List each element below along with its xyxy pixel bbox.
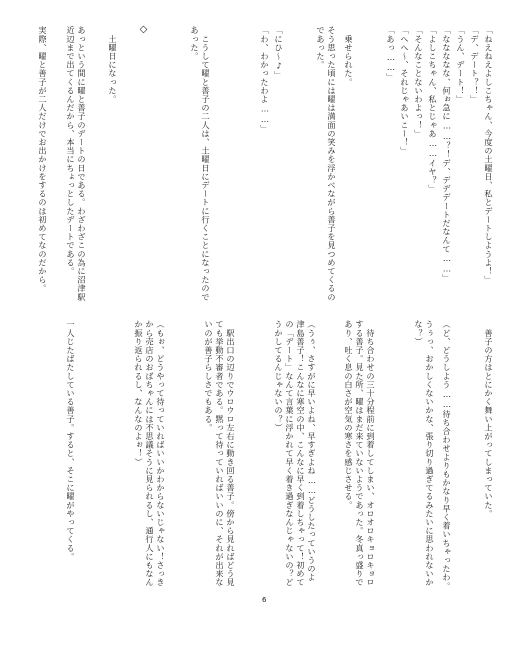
text-column: 「よしこちゃん、私とじゃあ……イヤ？」 [428, 26, 438, 193]
text-column: （もぉ、どうやって待っていればいいかわからないじゃない！さっきから売店のおばちゃんには不思議そうに見られるし、通行人にもなんか振り返られるし、なんなのよぉ！） [134, 320, 166, 587]
text-column: 「にひ〜♪」 [274, 26, 284, 80]
text-column: こうして曜と善子の二人は、土曜日にデートに行くことになったのであった。 [190, 26, 211, 302]
text-column: 乗せられた。 [344, 26, 354, 87]
section-divider-ornament: ◇ [138, 24, 149, 35]
text-column: 「ななななな、何ぉ急に……？！デ、デデデートだなんて……」 [442, 26, 452, 283]
text-column: （ど、どうしよう……待ち合わせよりもかなり早く着いちゃったわ。 [442, 320, 452, 591]
text-column: 実際、曜と善子が二人だけでお出かけをするのは初めてなのだから。 [38, 26, 48, 293]
text-column: （うぅ、さすがに早いよね、早すぎよね……どうしたっていうのよ津島善子！こんなに寒空の中、こんなに早く到着しちゃって！初めての「デート」なんて言葉に浮かれて早く着き過ぎなんじゃないの？どうかしてるんじゃないの？） [274, 320, 317, 587]
text-column: 「デ、デート？！」 [470, 26, 480, 104]
text-column: 「あっ……」 [386, 26, 396, 82]
text-column: 「ねえねえよしこちゃん、今度の土曜日、私とデートしようよ！」 [484, 26, 494, 284]
page-number: 6 [262, 596, 267, 604]
text-column: そう思った頃には曜は満面の笑みを浮かべながら善子を見つめてくるのであった。 [316, 26, 337, 302]
text-column: 「わ、わかったわよ……」 [260, 26, 270, 133]
text-column: 「そんなことないわよっ！」 [414, 26, 424, 138]
text-column: 「へへ〜、それじゃあいこー！」 [400, 26, 410, 155]
text-column: 待ち合わせの三十分程前に到着してしまい、オロオロキョロキョロする善子。見た所、曜はまだ来ていないようであった。冬真っ盛りであり、吐く息の白さが空気の寒さを感じさせる。 [344, 320, 376, 587]
text-column: 土曜日になった。 [108, 26, 118, 104]
text-column: あっという間に曜と善子のデートの日である。わざわざこの為に沼津駅近辺まで出てくるんだから、本当にちょっとしたデートである。 [66, 26, 87, 302]
text-column: 一人じたばたしている善子。すると、そこに曜がやってくる。 [66, 320, 76, 561]
text-column: 駅出口の辺りでウロウロ左右に動き回る善子。傍から見ればどう見ても挙動不審者である。黙って待っていればいいのに、それが出来ないのが善子らしさでもある。 [204, 320, 236, 587]
text-column: 善子の方はとにかく舞い上がってしまっていた。 [484, 320, 494, 518]
text-column: うぅっ、おかしくないかな、張り切り過ぎてるみたいに思われないかな？） [414, 320, 435, 587]
text-column: 「うん、デート！」 [456, 26, 466, 104]
